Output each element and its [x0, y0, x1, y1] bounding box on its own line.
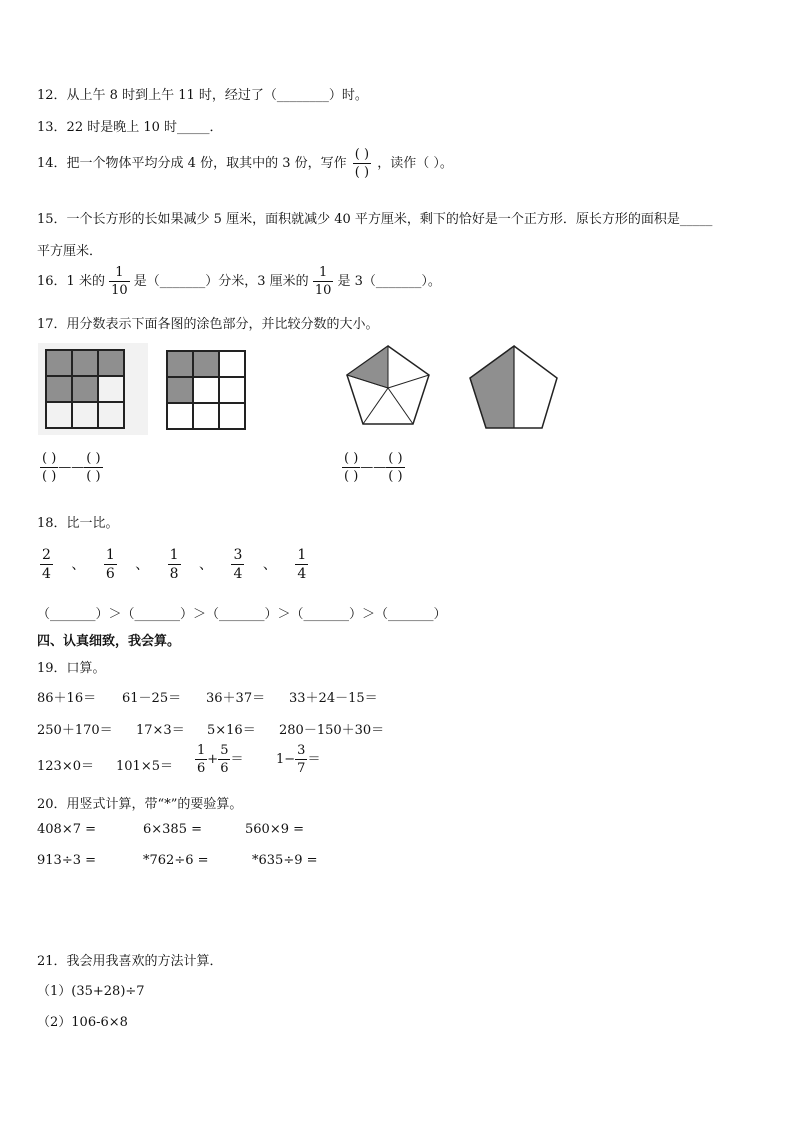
q16-p2: 是（_______）分米，3 厘米的 [133, 274, 309, 289]
pentagon-figure-2 [466, 340, 566, 432]
q19-row2-item: 5×16＝ [207, 723, 256, 738]
q19-f1-den: 6 [197, 761, 206, 776]
q14-after: ，读作（ ）。 [377, 156, 453, 171]
q17-b-num: ( ) [86, 451, 101, 466]
grid-figure-1 [45, 349, 125, 429]
q14-num: ( ) [354, 147, 370, 162]
q17-connector-1: —— [58, 460, 85, 475]
q17-c-den: ( ) [344, 469, 359, 484]
q16-p1: 16．1 米的 [37, 274, 105, 289]
q17-a-den: ( ) [42, 469, 57, 484]
q19-row1-item: 33＋24－15＝ [289, 691, 378, 706]
question-12: 12．从上午 8 时到上午 11 时，经过了（________）时。 [37, 88, 368, 103]
q20-row1-item: 560×9 = [245, 822, 305, 837]
q18-f5-den: 4 [297, 566, 307, 582]
q19-f1-eq: ＝ [230, 752, 244, 767]
q19-fraction-diff [276, 744, 320, 775]
q21-part-1: （1）(35+28)÷7 [37, 984, 145, 999]
q17-d-den: ( ) [388, 469, 403, 484]
question-18: 18．比一比。 [37, 516, 119, 531]
q18-fraction [104, 548, 117, 581]
q19-row2-item: 280－150＋30＝ [279, 723, 385, 738]
q14-den: ( ) [354, 165, 370, 180]
q18-f3-num: 1 [169, 547, 179, 563]
q18-fraction [295, 548, 308, 581]
question-13: 13．22 时是晚上 10 时_____． [37, 120, 223, 135]
q18-f4-num: 3 [233, 547, 243, 563]
q17-compare-1 [40, 452, 103, 483]
q16-f2-den: 10 [314, 283, 332, 298]
q18-sep: 、 [262, 556, 277, 573]
q19-f3 [295, 744, 307, 775]
q19-f3-eq: ＝ [307, 752, 321, 767]
q16-f2-num: 1 [313, 266, 334, 282]
q18-sep: 、 [135, 556, 150, 573]
q19-row3-item: 101×5＝ [116, 759, 173, 774]
question-16 [37, 266, 441, 297]
q18-f5-num: 1 [297, 547, 307, 563]
q18-fraction [168, 548, 181, 581]
q19-row3-item: 123×0＝ [37, 759, 94, 774]
q17-frac-a [40, 452, 58, 483]
q14-fraction-blank [353, 148, 371, 179]
q16-f1-den: 10 [111, 283, 128, 298]
q19-row1-item: 86＋16＝ [37, 691, 97, 706]
q14-text: 14．把一个物体平均分成 4 份，取其中的 3 份，写作 [37, 156, 347, 171]
q18-fraction [40, 548, 53, 581]
pentagon-figure-1 [340, 340, 440, 432]
q19-row2-item: 250＋170＝ [37, 723, 113, 738]
q17-frac-d [386, 452, 404, 483]
q17-d-num: ( ) [388, 451, 403, 466]
q19-f1 [195, 744, 207, 775]
q19-f1-op: + [207, 752, 219, 767]
q17-frac-c [342, 452, 360, 483]
q21-part-2: （2）106-6×8 [37, 1015, 128, 1030]
q18-fraction [231, 548, 244, 581]
q19-fraction-sum [195, 744, 243, 775]
section-4-heading: 四、认真细致，我会算。 [37, 634, 181, 649]
q16-fraction-1 [109, 266, 130, 297]
q17-compare-2 [342, 452, 405, 483]
q19-f3-den: 7 [297, 761, 306, 776]
q20-row2-item: 913÷3 = [37, 853, 97, 868]
q20-row1-item: 408×7 = [37, 822, 97, 837]
q18-f3-den: 8 [169, 566, 179, 582]
q18-f2-num: 1 [105, 547, 115, 563]
q19-f3-lead: 1− [276, 752, 296, 767]
q19-f3-num: 3 [297, 743, 306, 758]
q18-f1-num: 2 [42, 547, 51, 563]
question-19: 19．口算。 [37, 661, 106, 676]
question-15-line1: 15．一个长方形的长如果减少 5 厘米，面积就减少 40 平方厘米，剩下的恰好是一个正方形．原长方形的面积是_____ [37, 212, 713, 227]
q18-sep: 、 [71, 556, 86, 573]
q19-f2-num: 5 [220, 743, 229, 758]
q18-f1-den: 4 [42, 566, 51, 582]
q20-row1-item: 6×385 = [143, 822, 203, 837]
q17-c-num: ( ) [344, 451, 359, 466]
q18-fractions [40, 548, 308, 581]
q16-f1-num: 1 [109, 266, 130, 282]
question-15-line2: 平方厘米． [37, 244, 103, 259]
question-14 [37, 148, 453, 179]
question-17: 17．用分数表示下面各图的涂色部分，并比较分数的大小。 [37, 317, 379, 332]
grid-figure-2 [166, 350, 246, 430]
q20-row2-item: *635÷9 = [252, 853, 318, 868]
q20-row2-item: *762÷6 = [143, 853, 209, 868]
q19-f1-num: 1 [197, 743, 206, 758]
question-21: 21．我会用我喜欢的方法计算． [37, 954, 223, 969]
q18-f4-den: 4 [233, 566, 243, 582]
q18-answer-chain: （_______）＞（_______）＞（_______）＞（_______）＞（_______） [37, 607, 447, 622]
question-20: 20．用竖式计算，带“*”的要验算。 [37, 797, 243, 812]
q18-f2-den: 6 [105, 566, 115, 582]
q18-sep: 、 [199, 556, 214, 573]
q19-row2-item: 17×3＝ [136, 723, 185, 738]
q19-row1-item: 36＋37＝ [206, 691, 266, 706]
q17-a-num: ( ) [42, 451, 57, 466]
q19-row1-item: 61－25＝ [122, 691, 182, 706]
q17-b-den: ( ) [86, 469, 101, 484]
q16-p3: 是 3（_______）。 [337, 274, 441, 289]
q17-connector-2: —— [360, 460, 387, 475]
q17-frac-b [84, 452, 102, 483]
q16-fraction-2 [313, 266, 334, 297]
q19-f2-den: 6 [220, 761, 229, 776]
q19-f2 [218, 744, 230, 775]
